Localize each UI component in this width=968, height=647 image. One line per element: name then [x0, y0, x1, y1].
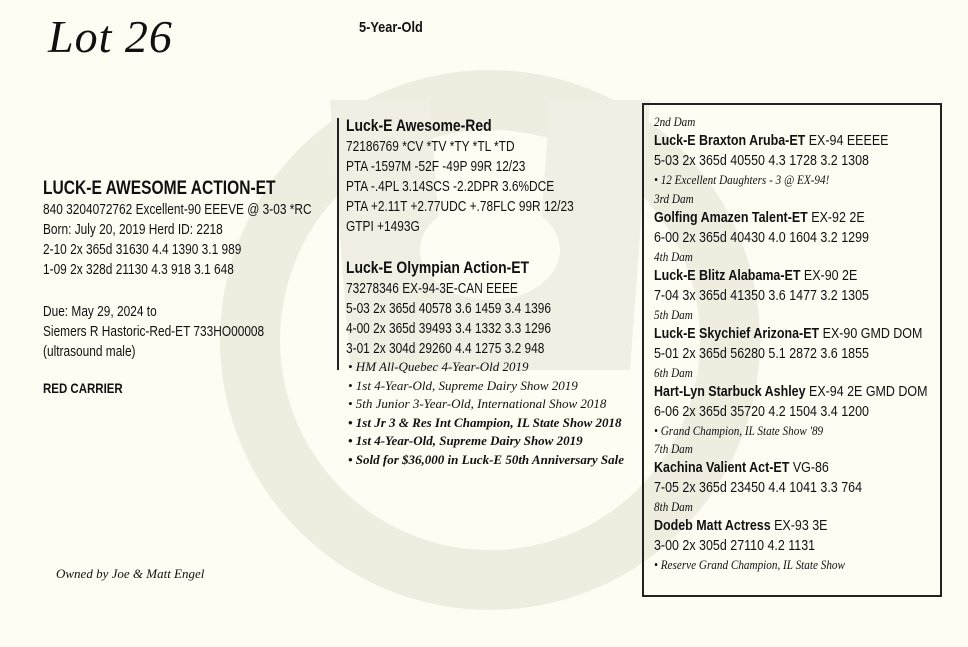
- award-note: • 5th Junior 3-Year-Old, International Show 2018: [348, 396, 607, 411]
- sire-line: GTPI +1493G: [346, 219, 420, 235]
- award-note: • 1st 4-Year-Old, Supreme Dairy Show 2019: [348, 433, 583, 448]
- sire-name: Luck-E Awesome-Red: [346, 116, 492, 135]
- ancestor-name: Luck-E Blitz Alabama-ET EX-90 2E: [654, 267, 858, 284]
- sire-block: [346, 115, 574, 237]
- ancestor-note: • Grand Champion, IL State Show '89: [654, 422, 824, 438]
- award-note: • 1st 4-Year-Old, Supreme Dairy Show 2019: [348, 377, 578, 393]
- id-line: 840 3204072762 Excellent-90 EEEVE @ 3-03 *RC: [43, 202, 312, 218]
- award-note: • HM All-Quebec 4-Year-Old 2019: [348, 359, 529, 374]
- main-animal: [43, 178, 370, 280]
- lot-title: Lot 26: [48, 11, 173, 62]
- sire-line: PTA -.4PL 3.14SCS -2.2DPR 3.6%DCE: [346, 179, 555, 195]
- record-line: 2-10 2x 365d 31630 4.4 1390 3.1 989: [43, 242, 242, 258]
- sire-line: PTA -1597M -52F -49P 99R 12/23: [346, 159, 526, 175]
- dam-bracket: [337, 260, 339, 370]
- due-info: [43, 302, 264, 362]
- ancestor-name: Luck-E Skychief Arizona-ET EX-90 GMD DOM: [654, 325, 923, 342]
- gen-label: 7th Dam: [654, 441, 693, 456]
- award-note: • 1st Jr 3 & Res Int Champion, IL State Show 2018: [348, 414, 622, 430]
- ancestor-name: Kachina Valient Act-ET VG-86: [654, 460, 829, 476]
- owner-line: Owned by Joe & Matt Engel: [56, 566, 205, 581]
- pedigree-box: [642, 103, 942, 597]
- ancestor-record: 6-06 2x 365d 35720 4.2 1504 3.4 1200: [654, 403, 869, 420]
- ancestor-name: Hart-Lyn Starbuck Ashley EX-94 2E GMD DOM: [654, 383, 928, 400]
- dam-line: 73278346 EX-94-3E-CAN EEEE: [346, 281, 518, 297]
- gen-label: 8th Dam: [654, 499, 693, 514]
- ancestor-note: • Reserve Grand Champion, IL State Show: [654, 557, 845, 572]
- due-line: Due: May 29, 2024 to: [43, 304, 157, 320]
- sire-line: 72186769 *CV *TV *TY *TL *TD: [346, 139, 515, 155]
- gen-label: 2nd Dam: [654, 114, 696, 129]
- ancestor-name: Golfing Amazen Talent-ET EX-92 2E: [654, 209, 865, 226]
- dam-name: Luck-E Olympian Action-ET: [346, 258, 530, 277]
- ancestor-record: 6-00 2x 365d 40430 4.0 1604 3.2 1299: [654, 229, 869, 246]
- age-class: 5-Year-Old: [359, 19, 423, 36]
- ancestor-record: 5-01 2x 365d 56280 5.1 2872 3.6 1855: [654, 345, 869, 362]
- ultrasound-line: (ultrasound male): [43, 344, 136, 360]
- service-sire-line: Siemers R Hastoric-Red-ET 733HO00008: [43, 324, 265, 340]
- dam-block: [346, 257, 551, 359]
- gen-label: 3rd Dam: [654, 190, 694, 206]
- ancestor-record: 5-03 2x 365d 40550 4.3 1728 3.2 1308: [654, 153, 869, 169]
- dam-notes: [348, 358, 624, 469]
- ancestor-name: Dodeb Matt Actress EX-93 3E: [654, 518, 828, 534]
- ancestor-record: 7-05 2x 365d 23450 4.4 1041 3.3 764: [654, 480, 863, 496]
- sire-bracket: [337, 118, 339, 278]
- ancestor-record: 3-00 2x 305d 27110 4.2 1131: [654, 538, 816, 554]
- gen-label: 6th Dam: [654, 364, 693, 380]
- sire-line: PTA +2.11T +2.77UDC +.78FLC 99R 12/23: [346, 199, 574, 215]
- record-line: 1-09 2x 328d 21130 4.3 918 3.1 648: [43, 262, 234, 278]
- dam-line: 4-00 2x 365d 39493 3.4 1332 3.3 1296: [346, 321, 551, 337]
- ancestor-note: • 12 Excellent Daughters - 3 @ EX-94!: [654, 172, 830, 187]
- dam-line: 5-03 2x 365d 40578 3.6 1459 3.4 1396: [346, 301, 551, 317]
- gen-label: 5th Dam: [654, 306, 693, 322]
- born-line: Born: July 20, 2019 Herd ID: 2218: [43, 222, 223, 238]
- ancestor-name: Luck-E Braxton Aruba-ET EX-94 EEEEE: [654, 133, 889, 149]
- gen-label: 4th Dam: [654, 248, 693, 264]
- dam-line: 3-01 2x 304d 29260 4.4 1275 3.2 948: [346, 341, 545, 357]
- red-carrier: RED CARRIER: [43, 380, 123, 396]
- award-note: • Sold for $36,000 in Luck-E 50th Anniversary Sale: [348, 451, 625, 467]
- ancestor-record: 7-04 3x 365d 41350 3.6 1477 3.2 1305: [654, 287, 869, 304]
- animal-name: LUCK-E AWESOME ACTION-ET: [43, 178, 276, 199]
